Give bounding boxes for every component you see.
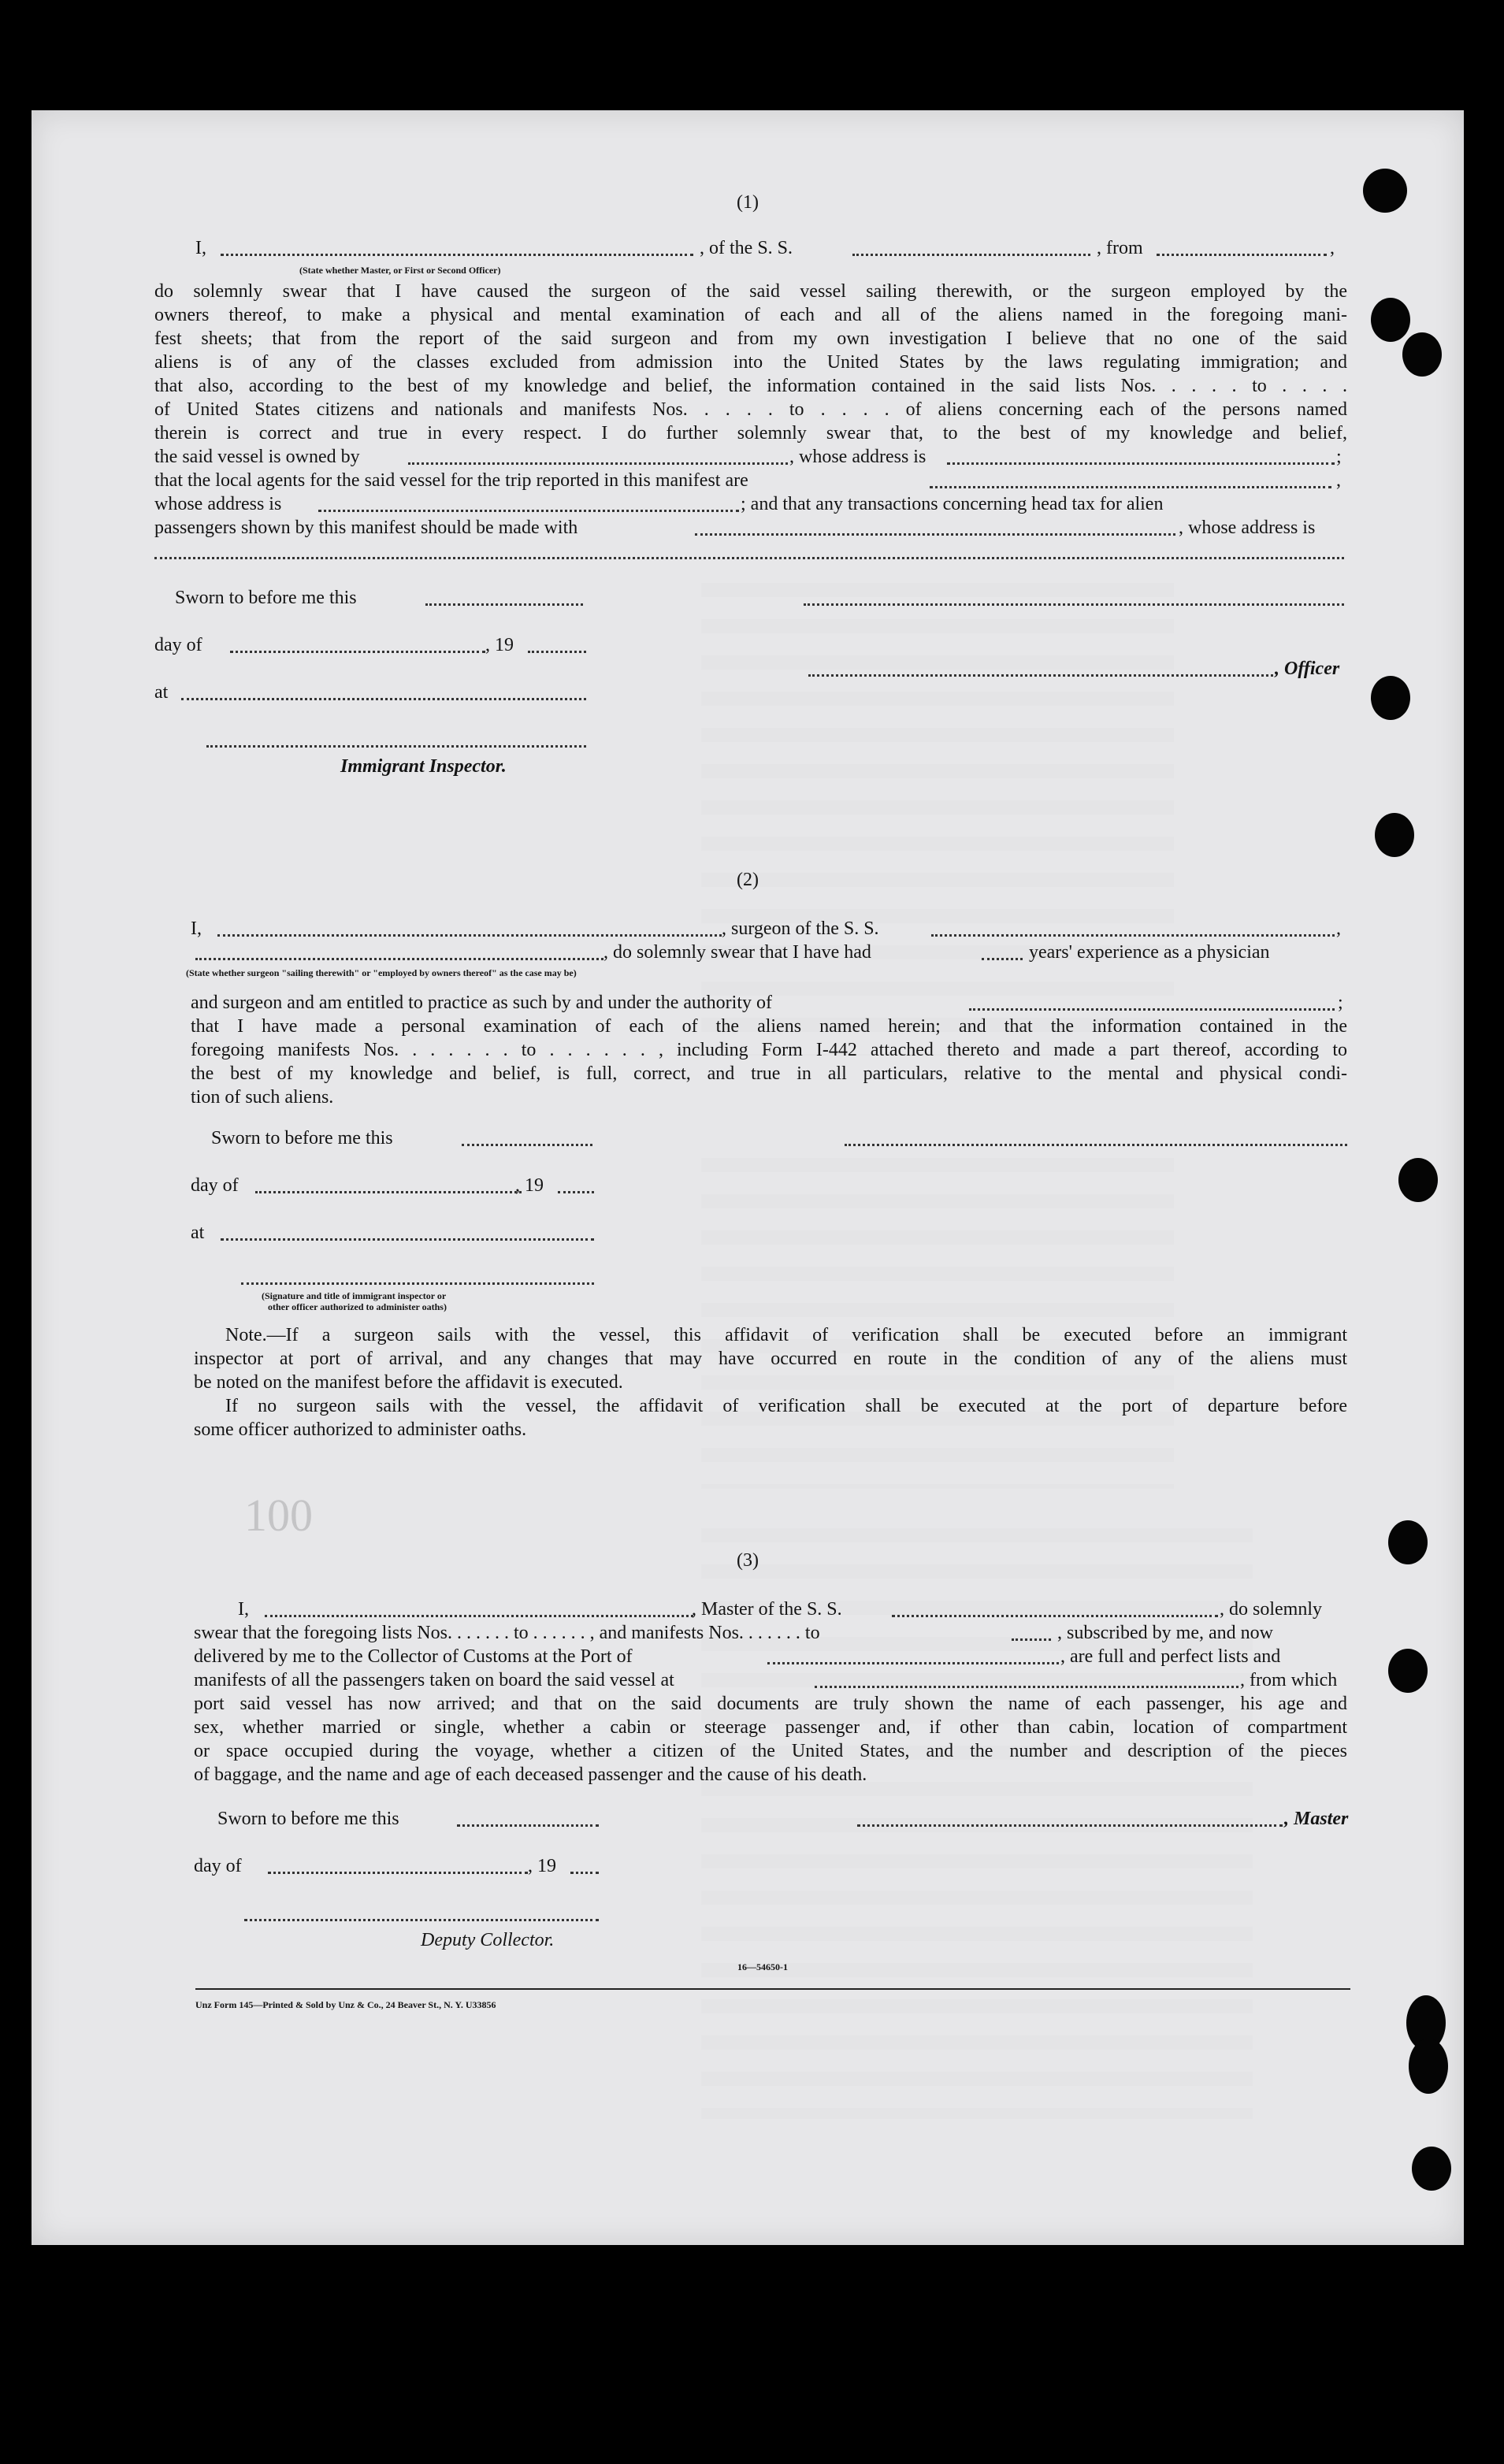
sec2-paragraph-end: tion of such aliens. bbox=[191, 1087, 334, 1108]
sec1-line1-from: , from bbox=[1097, 238, 1143, 258]
blank-at-place bbox=[181, 698, 586, 700]
sec3-day-of: day of bbox=[194, 1856, 242, 1876]
sec2-at: at bbox=[191, 1223, 205, 1243]
sec3-solemnly: , do solemnly bbox=[1220, 1599, 1322, 1620]
sec2-note2-line: some officer authorized to administer oaths. bbox=[194, 1419, 527, 1440]
sec3-line1-i: I, bbox=[238, 1599, 249, 1620]
sec2-signature-note: (Signature and title of immigrant inspector or bbox=[262, 1290, 447, 1301]
footer-rule bbox=[195, 1988, 1350, 1990]
sec2-note-line: Note.—If a surgeon sails with the vessel, this affidavit of verification shall be executed before an immigrant bbox=[225, 1325, 1347, 1345]
sec1-owner-address: , whose address is bbox=[789, 447, 927, 467]
blank-owner-address bbox=[947, 462, 1335, 465]
sec1-year: , 19 bbox=[485, 635, 514, 655]
blank-inspector-signature bbox=[206, 745, 586, 748]
blank-sec2-ship bbox=[931, 934, 1335, 937]
section-2-number: (2) bbox=[737, 870, 759, 890]
blank-sec3-year bbox=[570, 1872, 599, 1874]
blank-embark-port bbox=[815, 1686, 1238, 1688]
blank-manifest-to bbox=[1012, 1638, 1051, 1641]
sec3-paragraph-line: port said vessel has now arrived; and that on the said documents are truly shown the name of each passenger, his age and bbox=[194, 1694, 1347, 1714]
blank-port bbox=[767, 1662, 1059, 1664]
sec2-line1-end: , bbox=[1336, 918, 1341, 939]
sec1-title-note: (State whether Master, or First or Second Officer) bbox=[299, 265, 501, 276]
sec1-inspector-label: Immigrant Inspector. bbox=[340, 756, 507, 777]
blank-surgeon-status bbox=[195, 958, 603, 960]
blank-day-month bbox=[230, 651, 485, 653]
blank-surgeon-name bbox=[217, 934, 722, 937]
blank-sec3-sworn-date bbox=[457, 1824, 599, 1827]
blank-sec2-inspector-signature bbox=[241, 1282, 594, 1285]
sec1-line9-end: ; bbox=[1336, 447, 1342, 467]
sec2-sworn: Sworn to before me this bbox=[211, 1128, 393, 1149]
document-page bbox=[32, 110, 1464, 2245]
sec1-paragraph-line: aliens is of any of the classes excluded from admission into the United States by the laws regulating immigration; and bbox=[154, 352, 1347, 373]
blank-agent-address bbox=[318, 510, 739, 512]
blank-head-tax-address bbox=[154, 557, 1344, 559]
printer-imprint: Unz Form 145—Printed & Sold by Unz & Co., 24 Beaver St., N. Y. U33856 bbox=[195, 1999, 496, 2010]
section-1-number: (1) bbox=[737, 192, 759, 213]
sec1-officer-label: , Officer bbox=[1275, 659, 1340, 679]
blank-officer-name bbox=[221, 254, 693, 256]
sec2-note-line: be noted on the manifest before the affidavit is executed. bbox=[194, 1372, 623, 1393]
blank-year bbox=[528, 651, 586, 653]
blank-sec2-sworn-date bbox=[462, 1144, 592, 1146]
sec1-sworn: Sworn to before me this bbox=[175, 588, 357, 608]
blank-master-signature bbox=[857, 1824, 1283, 1827]
binder-hole bbox=[1412, 2147, 1451, 2191]
blank-sec3-day bbox=[268, 1872, 528, 1874]
sec3-delivered: delivered by me to the Collector of Customs at the Port of bbox=[194, 1646, 633, 1667]
blank-sec3-ship bbox=[892, 1615, 1218, 1617]
sec3-paragraph-line: sex, whether married or single, whether a cabin or steerage passenger and, if other than cabin, location of compartment bbox=[194, 1717, 1347, 1738]
sec1-paragraph-line: owners thereof, to make a physical and mental examination of each and all of the aliens named in the foregoing mani- bbox=[154, 305, 1347, 325]
sec3-lists: swear that the foregoing lists Nos. . . . . . . to . . . . . . , and manifests Nos. . . . . . . to bbox=[194, 1623, 820, 1643]
sec3-paragraph-end: of baggage, and the name and age of each deceased passenger and the cause of his death. bbox=[194, 1765, 867, 1785]
binder-hole bbox=[1371, 676, 1410, 720]
bleed-through-text bbox=[701, 583, 1174, 1056]
binder-hole bbox=[1388, 1649, 1428, 1693]
sec2-do-swear: , do solemnly swear that I have had bbox=[603, 942, 871, 963]
sec1-line1-end: , bbox=[1330, 238, 1335, 258]
blank-sec2-day bbox=[255, 1191, 522, 1193]
sec2-status-note: (State whether surgeon "sailing therewith" or "employed by owners thereof" as the case may be) bbox=[186, 967, 577, 978]
sec2-line3-end: ; bbox=[1338, 993, 1343, 1013]
sec3-manifests: manifests of all the passengers taken on board the said vessel at bbox=[194, 1670, 674, 1690]
sec3-from-which: , from which bbox=[1240, 1670, 1338, 1690]
binder-hole bbox=[1375, 813, 1414, 857]
sec1-passengers: passengers shown by this manifest should be made with bbox=[154, 518, 578, 538]
sec2-paragraph-line: the best of my knowledge and belief, is full, correct, and true in all particulars, relative to the mental and physical condi- bbox=[191, 1063, 1347, 1084]
blank-owner bbox=[408, 462, 788, 465]
sec1-paragraph-line: do solemnly swear that I have caused the surgeon of the said vessel sailing therewith, or the surgeon employed by the bbox=[154, 281, 1347, 302]
sec1-agent-address-label: whose address is bbox=[154, 494, 282, 514]
sec2-practice: and surgeon and am entitled to practice as such by and under the authority of bbox=[191, 993, 772, 1013]
sec3-deputy-label: Deputy Collector. bbox=[421, 1930, 555, 1950]
blank-master-name bbox=[265, 1615, 693, 1617]
binder-hole bbox=[1398, 1158, 1438, 1202]
sec2-surgeon-of: , surgeon of the S. S. bbox=[722, 918, 879, 939]
sec2-year: , 19 bbox=[515, 1175, 544, 1196]
blank-surgeon-signature bbox=[845, 1144, 1347, 1146]
blank-from bbox=[1157, 254, 1327, 256]
blank-sec2-year bbox=[558, 1191, 594, 1193]
blank-sec2-at bbox=[221, 1238, 594, 1241]
sec1-line1-i: I, bbox=[195, 238, 206, 258]
bleed-through-number: 100 bbox=[244, 1490, 313, 1541]
blank-practice-authority bbox=[969, 1008, 1335, 1011]
sec2-experience: years' experience as a physician bbox=[1029, 942, 1270, 963]
sec3-full-lists: , are full and perfect lists and bbox=[1060, 1646, 1281, 1667]
blank-sworn-date bbox=[425, 603, 583, 606]
binder-hole bbox=[1371, 298, 1410, 342]
binder-hole bbox=[1402, 332, 1442, 377]
sec1-paragraph-line: that also, according to the best of my knowledge and belief, the information contained in the said lists Nos. . . . . to . . . . bbox=[154, 376, 1347, 396]
blank-ship-name bbox=[852, 254, 1090, 256]
blank-signature-line bbox=[804, 603, 1344, 606]
form-code: 16—54650-1 bbox=[737, 1961, 788, 1972]
sec2-paragraph-line: foregoing manifests Nos. . . . . . . to . . . . . . , including Form I-442 attached thereto and made a part thereof, according to bbox=[191, 1040, 1347, 1060]
sec1-line1-ship: , of the S. S. bbox=[700, 238, 793, 258]
sec3-subscribed: , subscribed by me, and now bbox=[1057, 1623, 1273, 1643]
sec1-paragraph-line: therein is correct and true in every respect. I do further solemnly swear that, to the best of my knowledge and belief, bbox=[154, 423, 1347, 443]
blank-local-agents bbox=[930, 486, 1331, 488]
blank-head-tax-party bbox=[695, 533, 1175, 536]
sec1-paragraph-line: fest sheets; that from the report of the said surgeon and from my own investigation I believe that no one of the said bbox=[154, 328, 1347, 349]
sec1-local-agents: that the local agents for the said vessel for the trip reported in this manifest are bbox=[154, 470, 748, 491]
sec2-paragraph-line: that I have made a personal examination of each of the aliens named herein; and that the information contained in the bbox=[191, 1016, 1347, 1037]
sec2-day-of: day of bbox=[191, 1175, 239, 1196]
section-3-number: (3) bbox=[737, 1550, 759, 1571]
sec3-year: , 19 bbox=[528, 1856, 556, 1876]
sec1-whose-address: , whose address is bbox=[1179, 518, 1316, 538]
sec3-master-label: , Master bbox=[1284, 1809, 1349, 1829]
sec3-master-of: , Master of the S. S. bbox=[692, 1599, 842, 1620]
sec3-sworn: Sworn to before me this bbox=[217, 1809, 399, 1829]
blank-deputy-signature bbox=[244, 1919, 599, 1921]
sec2-note2-line: If no surgeon sails with the vessel, the affidavit of verification shall be executed at the port of departure before bbox=[225, 1396, 1347, 1416]
sec1-owned-by: the said vessel is owned by bbox=[154, 447, 360, 467]
blank-officer-signature bbox=[808, 674, 1273, 677]
sec1-day-of: day of bbox=[154, 635, 202, 655]
sec2-line1-i: I, bbox=[191, 918, 202, 939]
sec3-paragraph-line: or space occupied during the voyage, whether a citizen of the United States, and the number and description of the pieces bbox=[194, 1741, 1347, 1761]
sec2-note-line: inspector at port of arrival, and any changes that may have occurred en route in the condition of any of the aliens must bbox=[194, 1349, 1347, 1369]
sec1-at: at bbox=[154, 682, 169, 703]
sec1-head-tax: ; and that any transactions concerning head tax for alien bbox=[741, 494, 1164, 514]
sec1-line10-end: , bbox=[1336, 470, 1341, 491]
binder-hole bbox=[1409, 2039, 1448, 2094]
blank-years bbox=[982, 958, 1023, 960]
sec1-paragraph-line: of United States citizens and nationals and manifests Nos. . . . . to . . . . of aliens concerning each of the persons named bbox=[154, 399, 1347, 420]
sec2-signature-note: other officer authorized to administer oaths) bbox=[268, 1301, 447, 1312]
